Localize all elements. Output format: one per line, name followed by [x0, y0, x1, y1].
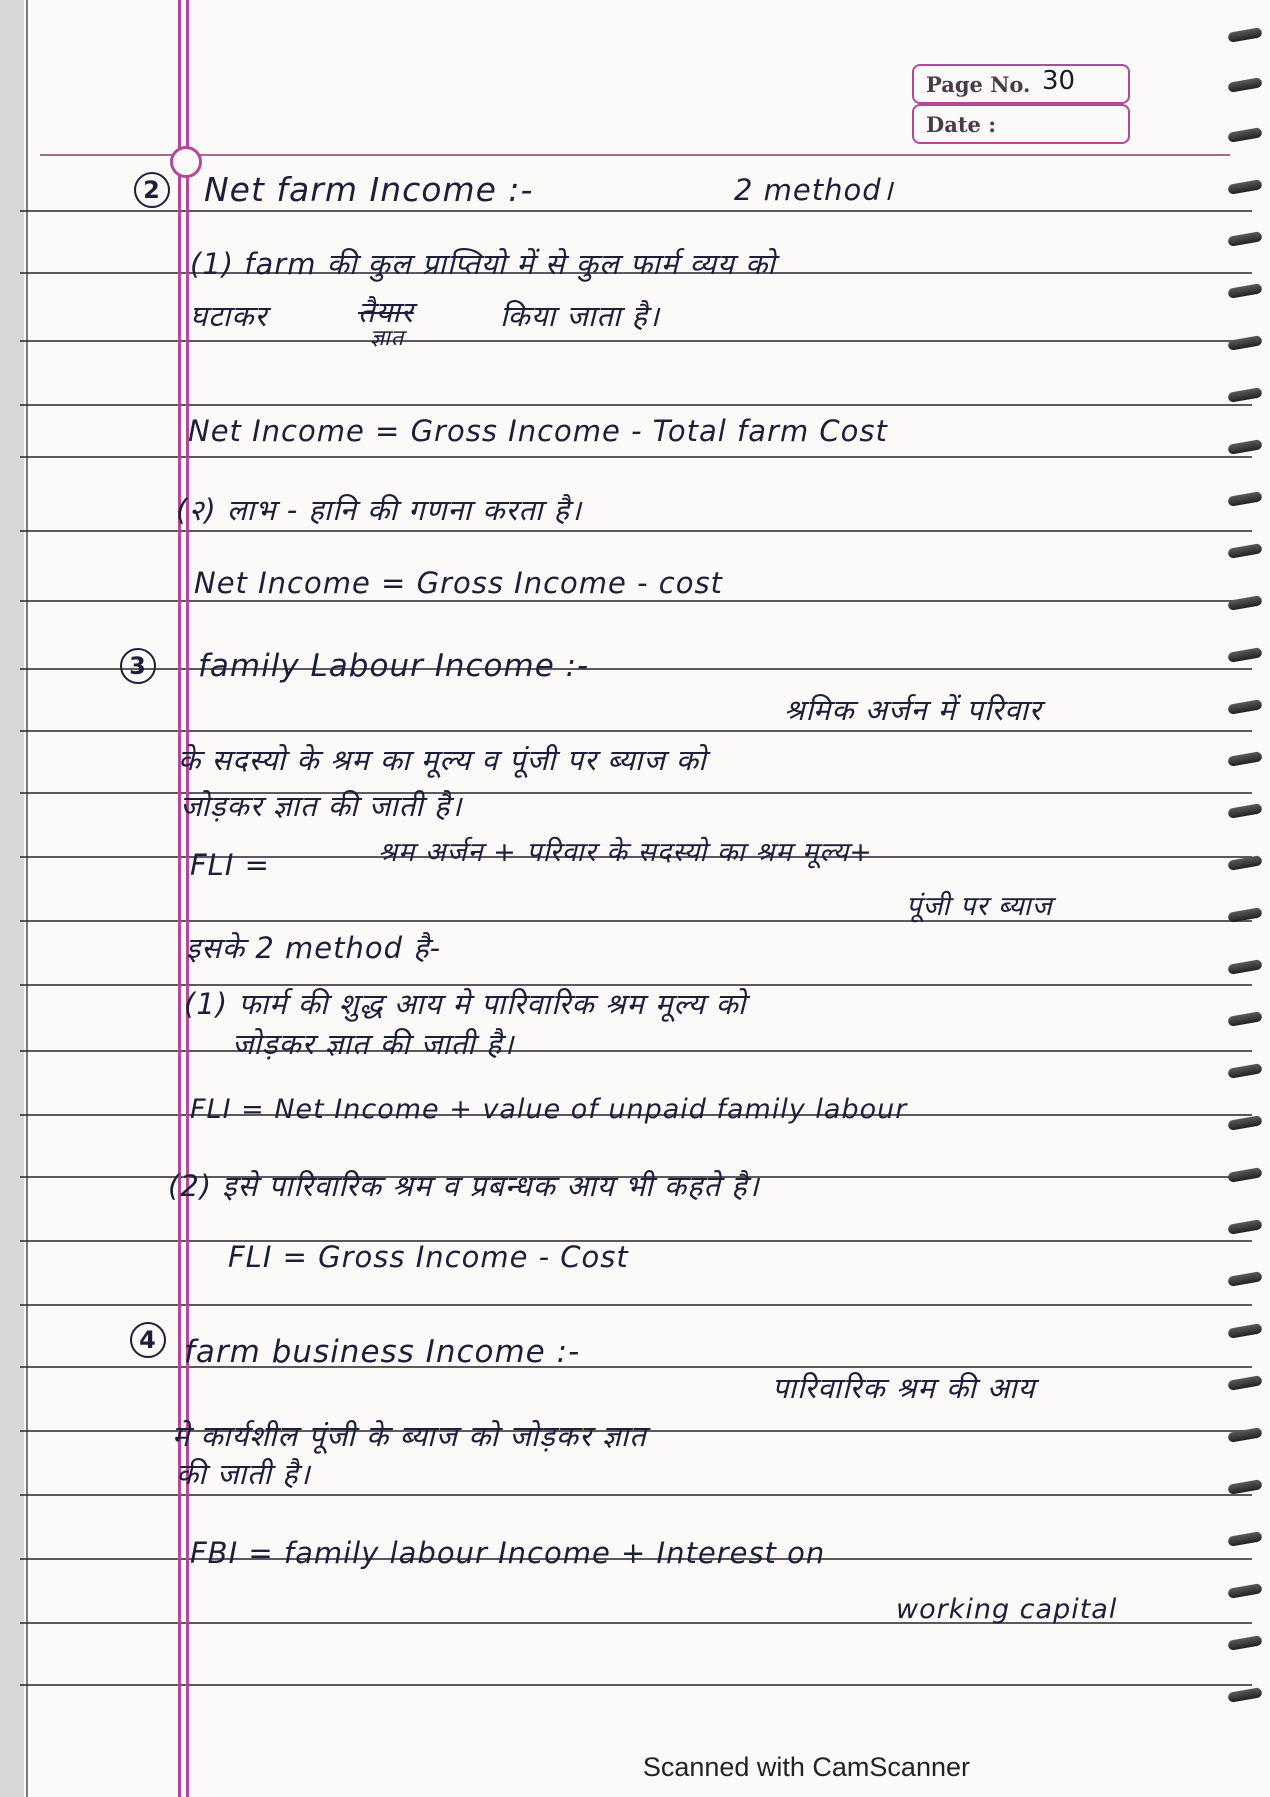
formula-continuation: working capital: [896, 1594, 1118, 1625]
text-line: किया जाता है।: [500, 299, 661, 333]
ruled-line: [20, 1304, 1252, 1306]
ruled-line: [20, 1240, 1252, 1242]
text-line: श्रमिक अर्जन में परिवार: [784, 693, 1042, 727]
page-number-box: [912, 64, 1126, 144]
struck-word: तैयार: [358, 295, 414, 329]
method-count: 2 method।: [734, 173, 894, 207]
page-no-value: 30: [1042, 66, 1076, 96]
page-no-row: [912, 64, 1130, 104]
text-line: जोड़कर ज्ञात की जाती है।: [180, 789, 463, 823]
ruled-line: [20, 730, 1252, 732]
formula-rhs: श्रम अर्जन + परिवार के सदस्यो का श्रम मूल्य+: [378, 837, 873, 868]
text-line: (2) इसे पारिवारिक श्रम व प्रबन्धक आय भी कहते है।: [168, 1169, 760, 1203]
ruled-line: [20, 600, 1252, 602]
header-rule: [40, 154, 1230, 156]
text-line: के सदस्यो के श्रम का मूल्य व पूंजी पर ब्याज को: [178, 743, 707, 777]
formula-line: FBI = family labour Income + Interest on: [190, 1536, 826, 1570]
text-line: (२) लाभ - हानि की गणना करता है।: [176, 493, 583, 527]
page-left-edge: [0, 0, 24, 1797]
section-number: 3: [120, 648, 156, 684]
formula-line: Net Income = Gross Income - cost: [194, 566, 723, 600]
text-line: इसके 2 method है-: [186, 931, 442, 965]
ruled-line: [20, 920, 1252, 922]
date-row: [912, 104, 1130, 144]
formula-line: FLI = Net Income + value of unpaid family labour: [190, 1094, 908, 1125]
ruled-line: [20, 340, 1252, 342]
formula-continuation: पूंजी पर ब्याज: [906, 891, 1053, 922]
text-line: (1) farm की कुल प्राप्तियो में से कुल फार्म व्यय को: [190, 247, 776, 281]
page-left-border: [26, 0, 28, 1797]
section-number: 4: [130, 1322, 166, 1358]
ruled-line: [20, 404, 1252, 406]
formula-line: Net Income = Gross Income - Total farm Cost: [188, 414, 888, 448]
formula-line: FLI = Gross Income - Cost: [228, 1240, 629, 1274]
text-line: घटाकर: [190, 299, 268, 333]
page-no-label: Page No.: [926, 72, 1031, 97]
ruled-line: [20, 1050, 1252, 1052]
margin-line: [186, 0, 189, 1797]
ruled-line: [20, 1494, 1252, 1496]
text-line: की जाती है।: [176, 1457, 311, 1491]
text-line: (1) फार्म की शुद्ध आय मे पारिवारिक श्रम मूल्य को: [184, 987, 747, 1021]
formula-lhs: FLI =: [190, 848, 270, 882]
scanner-watermark: Scanned with CamScanner: [642, 1752, 970, 1782]
section-heading: family Labour Income :-: [198, 648, 590, 684]
ruled-line: [20, 456, 1252, 458]
margin-line: [178, 0, 181, 1797]
section-heading: Net farm Income :-: [204, 170, 534, 209]
date-label: Date :: [926, 112, 996, 137]
ruled-line: [20, 530, 1252, 532]
text-line: जोड़कर ज्ञात की जाती है।: [232, 1027, 515, 1061]
section-number: 2: [134, 172, 170, 208]
margin-ring: [170, 146, 202, 178]
ruled-line: [20, 210, 1252, 212]
ruled-line: [20, 1684, 1252, 1686]
correction-word: ज्ञात: [370, 326, 405, 351]
section-heading: farm business Income :-: [184, 1334, 581, 1370]
spiral-binding: [1222, 0, 1270, 1797]
text-line: मे कार्यशील पूंजी के ब्याज को जोड़कर ज्ञात: [172, 1419, 647, 1453]
text-line: पारिवारिक श्रम की आय: [772, 1371, 1036, 1405]
